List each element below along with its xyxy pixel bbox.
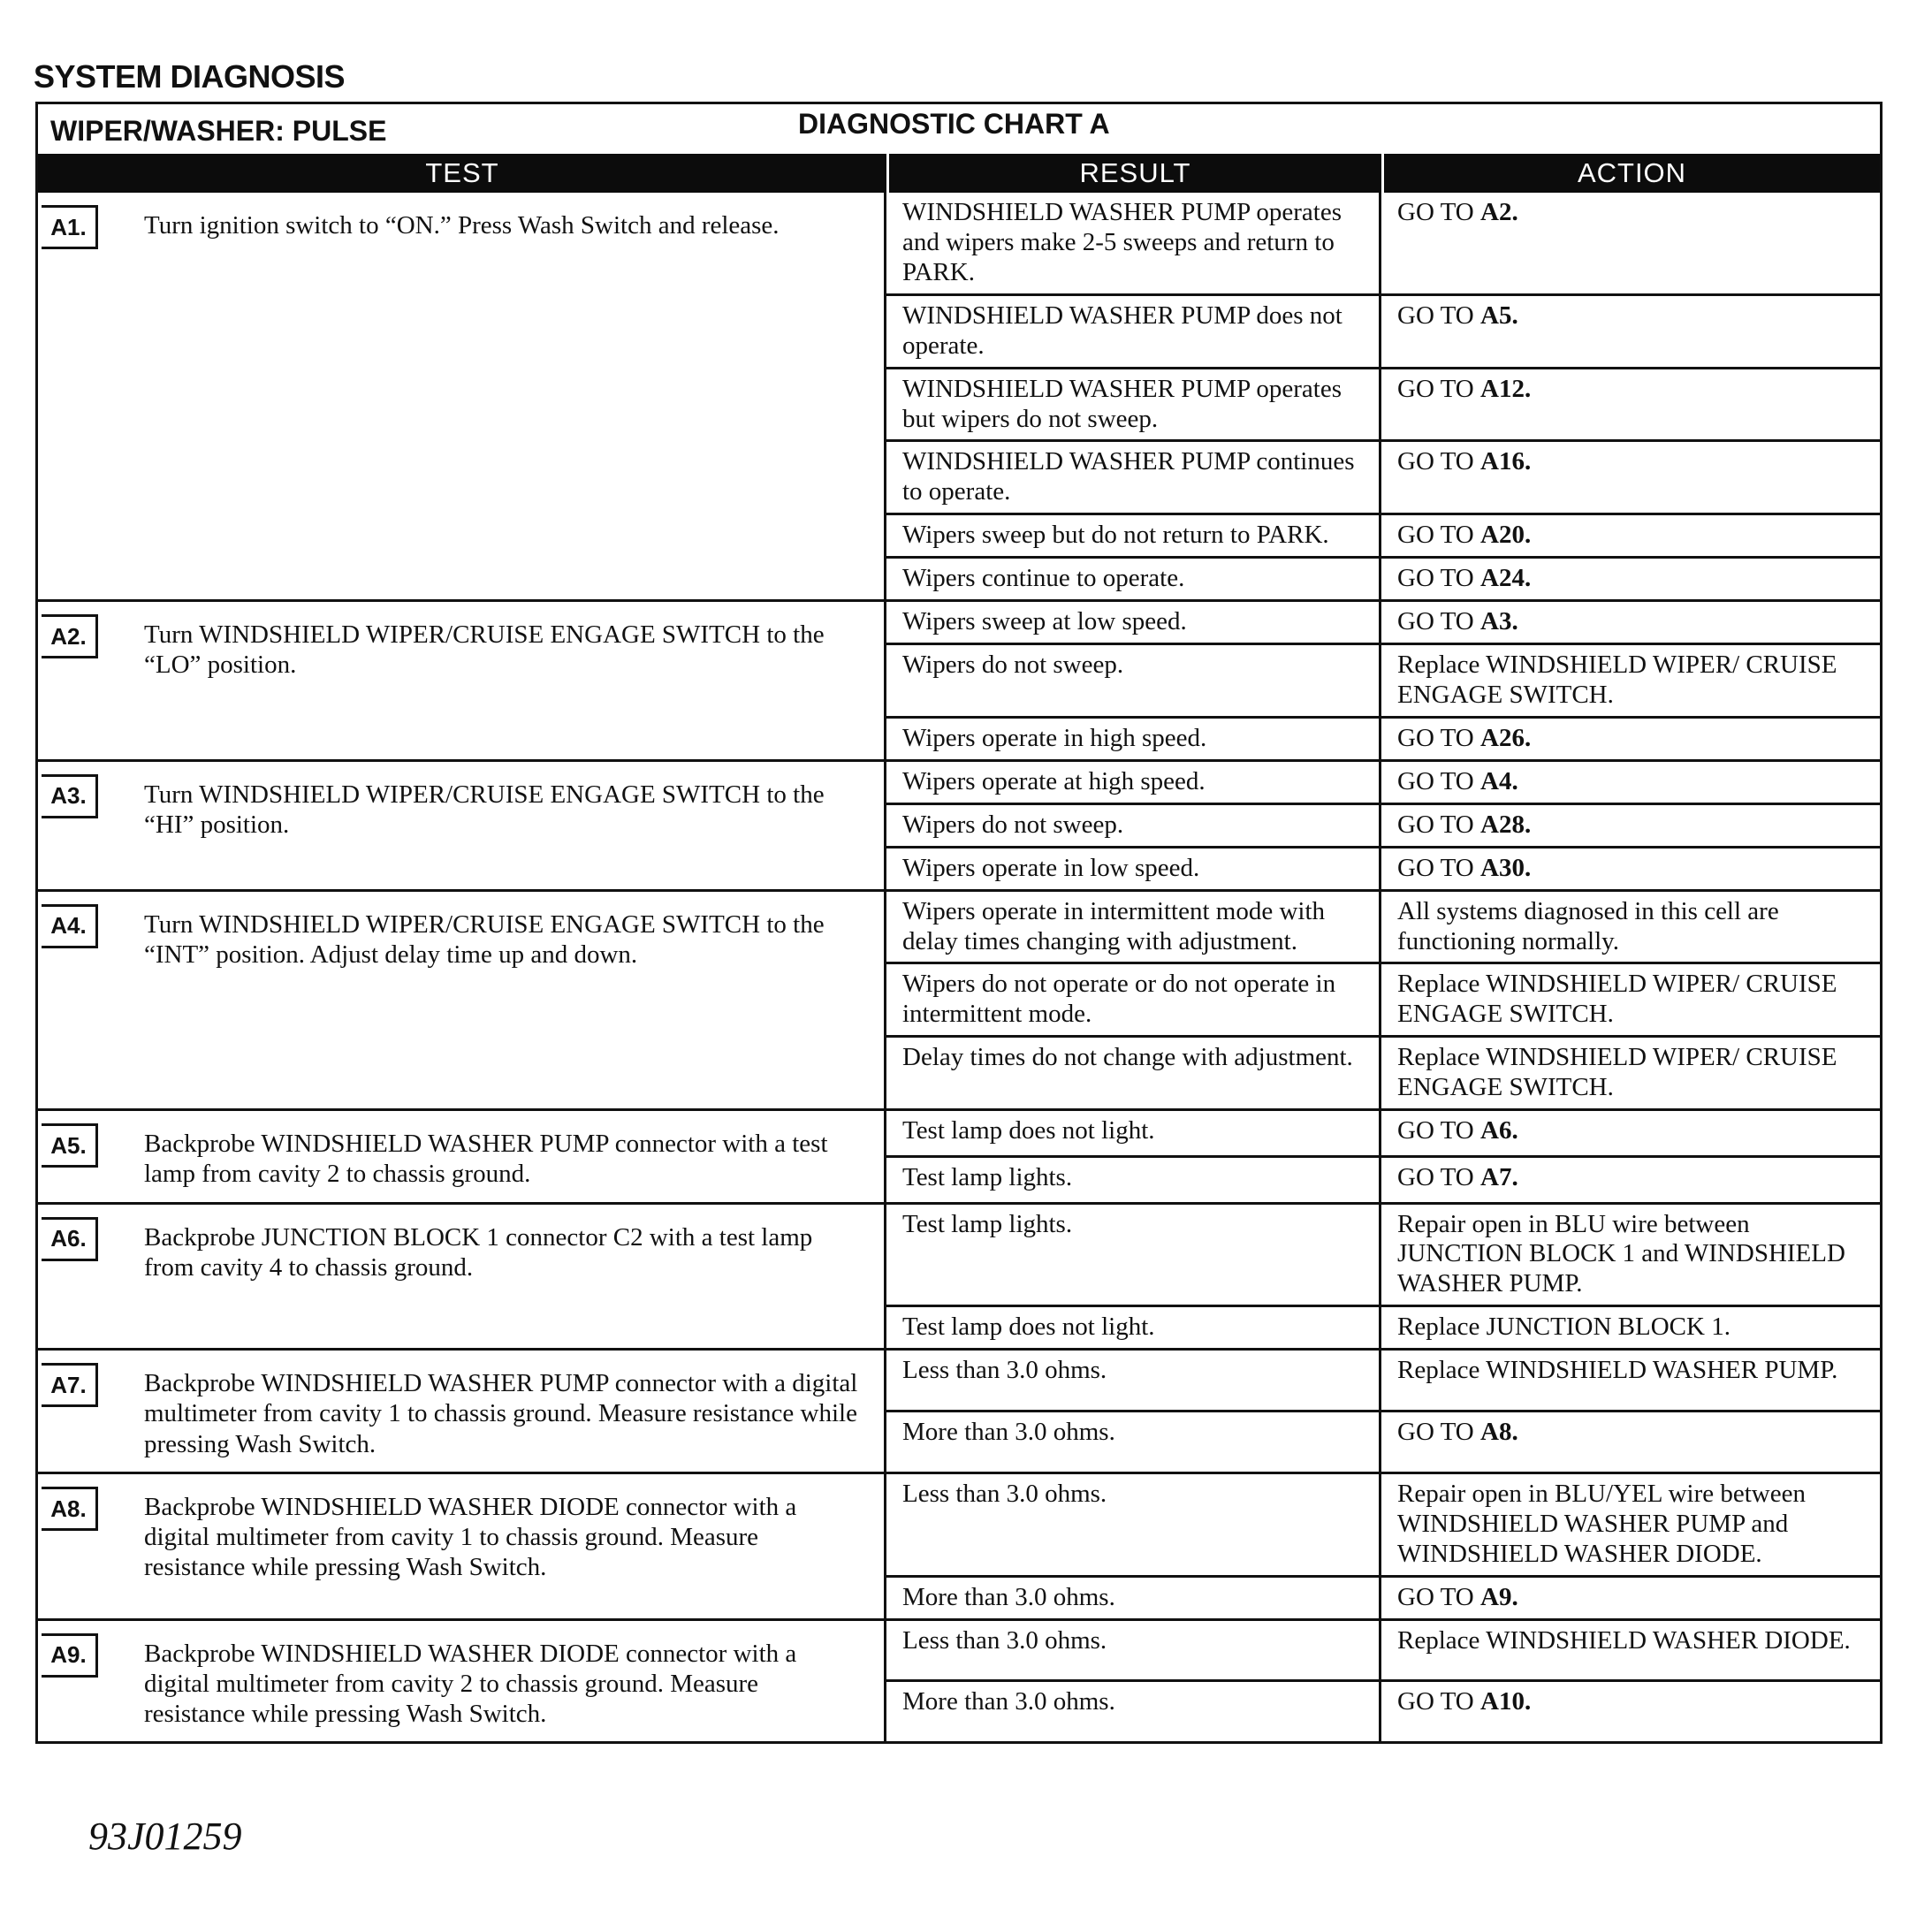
- action-prefix: GO TO: [1397, 1582, 1480, 1611]
- result-action-row: [886, 803, 1880, 846]
- action-prefix: GO TO: [1397, 1418, 1480, 1447]
- action-prefix: GO TO: [1397, 374, 1480, 403]
- result-action-row: [886, 1155, 1880, 1202]
- step-id-label: A6.: [42, 1217, 98, 1261]
- result-action-group: [886, 1351, 1880, 1472]
- action-prefix: GO TO: [1397, 607, 1480, 636]
- action-prefix: GO TO: [1397, 723, 1480, 752]
- step-id-label: A4.: [42, 904, 98, 948]
- result-action-row: [886, 1410, 1880, 1472]
- result-action-row: [886, 439, 1880, 513]
- action-cell: [1381, 1621, 1880, 1680]
- test-instruction: Turn WINDSHIELD WIPER/CRUISE ENGAGE SWITCH to the “HI” position.: [144, 780, 825, 840]
- test-step: [38, 1202, 1880, 1349]
- result-action-row: [886, 1679, 1880, 1741]
- test-instruction: Turn WINDSHIELD WIPER/CRUISE ENGAGE SWITCH to the “INT” position. Adjust delay time up and down.: [144, 909, 825, 969]
- action-cell: [1381, 1474, 1880, 1575]
- result-action-group: [886, 1111, 1880, 1201]
- result-cell: Wipers operate in intermittent mode with delay times changing with adjustment.: [886, 892, 1381, 963]
- steps-body: [38, 193, 1880, 1741]
- test-cell: [38, 1621, 886, 1742]
- action-prefix: GO TO: [1397, 1687, 1480, 1716]
- test-instruction: Backprobe WINDSHIELD WASHER PUMP connector with a digital multimeter from cavity 1 to chassis ground. Measure resistance while pressing Wash Switch.: [144, 1369, 858, 1458]
- result-cell: Test lamp does not light.: [886, 1111, 1381, 1155]
- test-instruction: Backprobe WINDSHIELD WASHER DIODE connector with a digital multimeter from cavity 1 to chassis ground. Measure resistance while pressing Wash Switch.: [144, 1492, 797, 1582]
- action-step-ref: A20.: [1480, 521, 1532, 550]
- result-action-row: [886, 513, 1880, 556]
- step-id-label: A2.: [42, 614, 98, 658]
- test-step: [38, 759, 1880, 889]
- result-action-row: [886, 367, 1880, 440]
- step-id-label: A8.: [42, 1487, 98, 1531]
- column-header-action: ACTION: [1381, 154, 1880, 193]
- result-action-row: [886, 892, 1880, 963]
- result-cell: Less than 3.0 ohms.: [886, 1351, 1381, 1410]
- action-text: Replace WINDSHIELD WASHER DIODE.: [1397, 1625, 1851, 1655]
- test-instruction: Backprobe WINDSHIELD WASHER DIODE connector with a digital multimeter from cavity 2 to chassis ground. Measure resistance while pressing Wash Switch.: [144, 1639, 797, 1729]
- action-text: Repair open in BLU wire between JUNCTION BLOCK 1 and WINDSHIELD WASHER PUMP.: [1397, 1209, 1845, 1298]
- action-text: All systems diagnosed in this cell are functioning normally.: [1397, 896, 1779, 955]
- test-step: [38, 599, 1880, 759]
- action-step-ref: A12.: [1480, 374, 1532, 403]
- result-action-row: [886, 556, 1880, 599]
- result-action-row: [886, 1621, 1880, 1680]
- action-prefix: GO TO: [1397, 301, 1480, 330]
- result-cell: Wipers do not sweep.: [886, 805, 1381, 846]
- action-step-ref: A9.: [1480, 1582, 1518, 1611]
- action-prefix: GO TO: [1397, 853, 1480, 882]
- diagnostic-chart: [35, 102, 1883, 1744]
- step-id-label: A1.: [42, 205, 98, 249]
- result-cell: WINDSHIELD WASHER PUMP operates and wipers make 2-5 sweeps and return to PARK.: [886, 193, 1381, 293]
- result-action-group: [886, 762, 1880, 889]
- result-cell: Wipers sweep at low speed.: [886, 602, 1381, 643]
- result-action-group: [886, 1205, 1880, 1349]
- action-cell: [1381, 1205, 1880, 1305]
- result-cell: Wipers continue to operate.: [886, 559, 1381, 599]
- result-action-row: [886, 1035, 1880, 1108]
- result-action-row: [886, 1111, 1880, 1155]
- test-cell: [38, 1351, 886, 1472]
- result-action-row: [886, 293, 1880, 367]
- action-cell: [1381, 296, 1880, 367]
- action-prefix: GO TO: [1397, 198, 1480, 226]
- action-cell: [1381, 805, 1880, 846]
- test-cell: [38, 602, 886, 759]
- result-cell: Test lamp lights.: [886, 1205, 1381, 1305]
- result-cell: Less than 3.0 ohms.: [886, 1621, 1381, 1680]
- action-prefix: GO TO: [1397, 447, 1480, 476]
- result-action-row: [886, 716, 1880, 759]
- action-cell: [1381, 369, 1880, 440]
- result-action-row: [886, 643, 1880, 716]
- result-action-group: [886, 1621, 1880, 1742]
- test-cell: [38, 1205, 886, 1349]
- result-action-row: [886, 193, 1880, 293]
- test-cell: [38, 1111, 886, 1201]
- result-action-group: [886, 602, 1880, 759]
- step-id-label: A9.: [42, 1633, 98, 1678]
- column-header-row: [38, 154, 1880, 193]
- result-cell: More than 3.0 ohms.: [886, 1578, 1381, 1618]
- action-cell: [1381, 964, 1880, 1035]
- test-instruction: Turn ignition switch to “ON.” Press Wash Switch and release.: [144, 211, 780, 240]
- column-header-result: RESULT: [886, 154, 1381, 193]
- action-step-ref: A24.: [1480, 564, 1532, 593]
- action-cell: [1381, 848, 1880, 889]
- chart-title: DIAGNOSTIC CHART A: [798, 108, 1110, 140]
- action-step-ref: A5.: [1480, 301, 1518, 330]
- test-step: [38, 193, 1880, 599]
- action-cell: [1381, 645, 1880, 716]
- chart-header: [38, 104, 1880, 154]
- action-cell: [1381, 719, 1880, 759]
- action-cell: [1381, 193, 1880, 293]
- result-cell: Test lamp does not light.: [886, 1307, 1381, 1348]
- test-cell: [38, 762, 886, 889]
- section-title: SYSTEM DIAGNOSIS: [34, 58, 346, 95]
- result-cell: Wipers do not operate or do not operate in intermittent mode.: [886, 964, 1381, 1035]
- action-cell: [1381, 1578, 1880, 1618]
- step-id-label: A3.: [42, 774, 98, 818]
- action-cell: [1381, 762, 1880, 803]
- step-id-label: A5.: [42, 1123, 98, 1168]
- result-cell: More than 3.0 ohms.: [886, 1412, 1381, 1472]
- result-action-row: [886, 962, 1880, 1035]
- action-step-ref: A28.: [1480, 810, 1532, 839]
- result-cell: WINDSHIELD WASHER PUMP continues to operate.: [886, 442, 1381, 513]
- test-step: [38, 1108, 1880, 1201]
- action-cell: [1381, 559, 1880, 599]
- test-cell: [38, 892, 886, 1109]
- test-instruction: Backprobe JUNCTION BLOCK 1 connector C2 with a test lamp from cavity 4 to chassis ground.: [144, 1222, 813, 1282]
- result-cell: Delay times do not change with adjustment.: [886, 1038, 1381, 1108]
- result-action-group: [886, 193, 1880, 599]
- result-action-row: [886, 846, 1880, 889]
- action-cell: [1381, 1682, 1880, 1741]
- result-action-row: [886, 762, 1880, 803]
- action-text: Replace JUNCTION BLOCK 1.: [1397, 1313, 1730, 1342]
- test-cell: [38, 193, 886, 599]
- action-cell: [1381, 602, 1880, 643]
- test-step: [38, 1618, 1880, 1742]
- action-step-ref: A2.: [1480, 198, 1518, 226]
- action-prefix: GO TO: [1397, 564, 1480, 593]
- action-cell: [1381, 892, 1880, 963]
- column-header-test: TEST: [425, 157, 499, 188]
- action-cell: [1381, 1111, 1880, 1155]
- action-step-ref: A10.: [1480, 1687, 1532, 1716]
- action-cell: [1381, 1351, 1880, 1410]
- action-cell: [1381, 1158, 1880, 1202]
- result-cell: Less than 3.0 ohms.: [886, 1474, 1381, 1575]
- action-step-ref: A6.: [1480, 1116, 1518, 1145]
- action-text: Replace WINDSHIELD WIPER/ CRUISE ENGAGE SWITCH.: [1397, 651, 1837, 709]
- result-cell: More than 3.0 ohms.: [886, 1682, 1381, 1741]
- action-step-ref: A3.: [1480, 607, 1518, 636]
- action-cell: [1381, 1412, 1880, 1472]
- action-step-ref: A26.: [1480, 723, 1532, 752]
- action-text: Replace WINDSHIELD WIPER/ CRUISE ENGAGE SWITCH.: [1397, 970, 1837, 1029]
- test-instruction: Turn WINDSHIELD WIPER/CRUISE ENGAGE SWITCH to the “LO” position.: [144, 620, 825, 680]
- step-id-label: A7.: [42, 1363, 98, 1407]
- result-action-row: [886, 1474, 1880, 1575]
- action-step-ref: A30.: [1480, 853, 1532, 882]
- action-cell: [1381, 515, 1880, 556]
- result-cell: WINDSHIELD WASHER PUMP does not operate.: [886, 296, 1381, 367]
- result-action-row: [886, 1351, 1880, 1410]
- result-action-group: [886, 1474, 1880, 1618]
- result-action-row: [886, 1305, 1880, 1348]
- result-action-group: [886, 892, 1880, 1109]
- test-step: [38, 1348, 1880, 1472]
- test-cell: [38, 1474, 886, 1618]
- action-text: Replace WINDSHIELD WIPER/ CRUISE ENGAGE SWITCH.: [1397, 1043, 1837, 1102]
- action-cell: [1381, 442, 1880, 513]
- action-step-ref: A7.: [1480, 1162, 1518, 1191]
- action-prefix: GO TO: [1397, 810, 1480, 839]
- result-action-row: [886, 602, 1880, 643]
- result-cell: Wipers operate in low speed.: [886, 848, 1381, 889]
- result-cell: Wipers operate at high speed.: [886, 762, 1381, 803]
- action-text: Replace WINDSHIELD WASHER PUMP.: [1397, 1356, 1838, 1385]
- figure-code: 93J01259: [88, 1815, 242, 1858]
- action-step-ref: A16.: [1480, 447, 1532, 476]
- action-step-ref: A4.: [1480, 766, 1518, 795]
- test-step: [38, 889, 1880, 1109]
- action-prefix: GO TO: [1397, 766, 1480, 795]
- action-step-ref: A8.: [1480, 1418, 1518, 1447]
- action-text: Repair open in BLU/YEL wire between WINDSHIELD WASHER PUMP and WINDSHIELD WASHER DIODE.: [1397, 1479, 1806, 1568]
- result-cell: Test lamp lights.: [886, 1158, 1381, 1202]
- action-prefix: GO TO: [1397, 1162, 1480, 1191]
- action-prefix: GO TO: [1397, 521, 1480, 550]
- chart-subject: WIPER/WASHER: PULSE: [50, 115, 387, 147]
- result-cell: Wipers sweep but do not return to PARK.: [886, 515, 1381, 556]
- result-cell: Wipers do not sweep.: [886, 645, 1381, 716]
- result-action-row: [886, 1205, 1880, 1305]
- test-step: [38, 1472, 1880, 1618]
- result-cell: WINDSHIELD WASHER PUMP operates but wipers do not sweep.: [886, 369, 1381, 440]
- action-prefix: GO TO: [1397, 1116, 1480, 1145]
- result-action-row: [886, 1575, 1880, 1618]
- test-instruction: Backprobe WINDSHIELD WASHER PUMP connector with a test lamp from cavity 2 to chassis ground.: [144, 1130, 828, 1189]
- result-cell: Wipers operate in high speed.: [886, 719, 1381, 759]
- action-cell: [1381, 1038, 1880, 1108]
- action-cell: [1381, 1307, 1880, 1348]
